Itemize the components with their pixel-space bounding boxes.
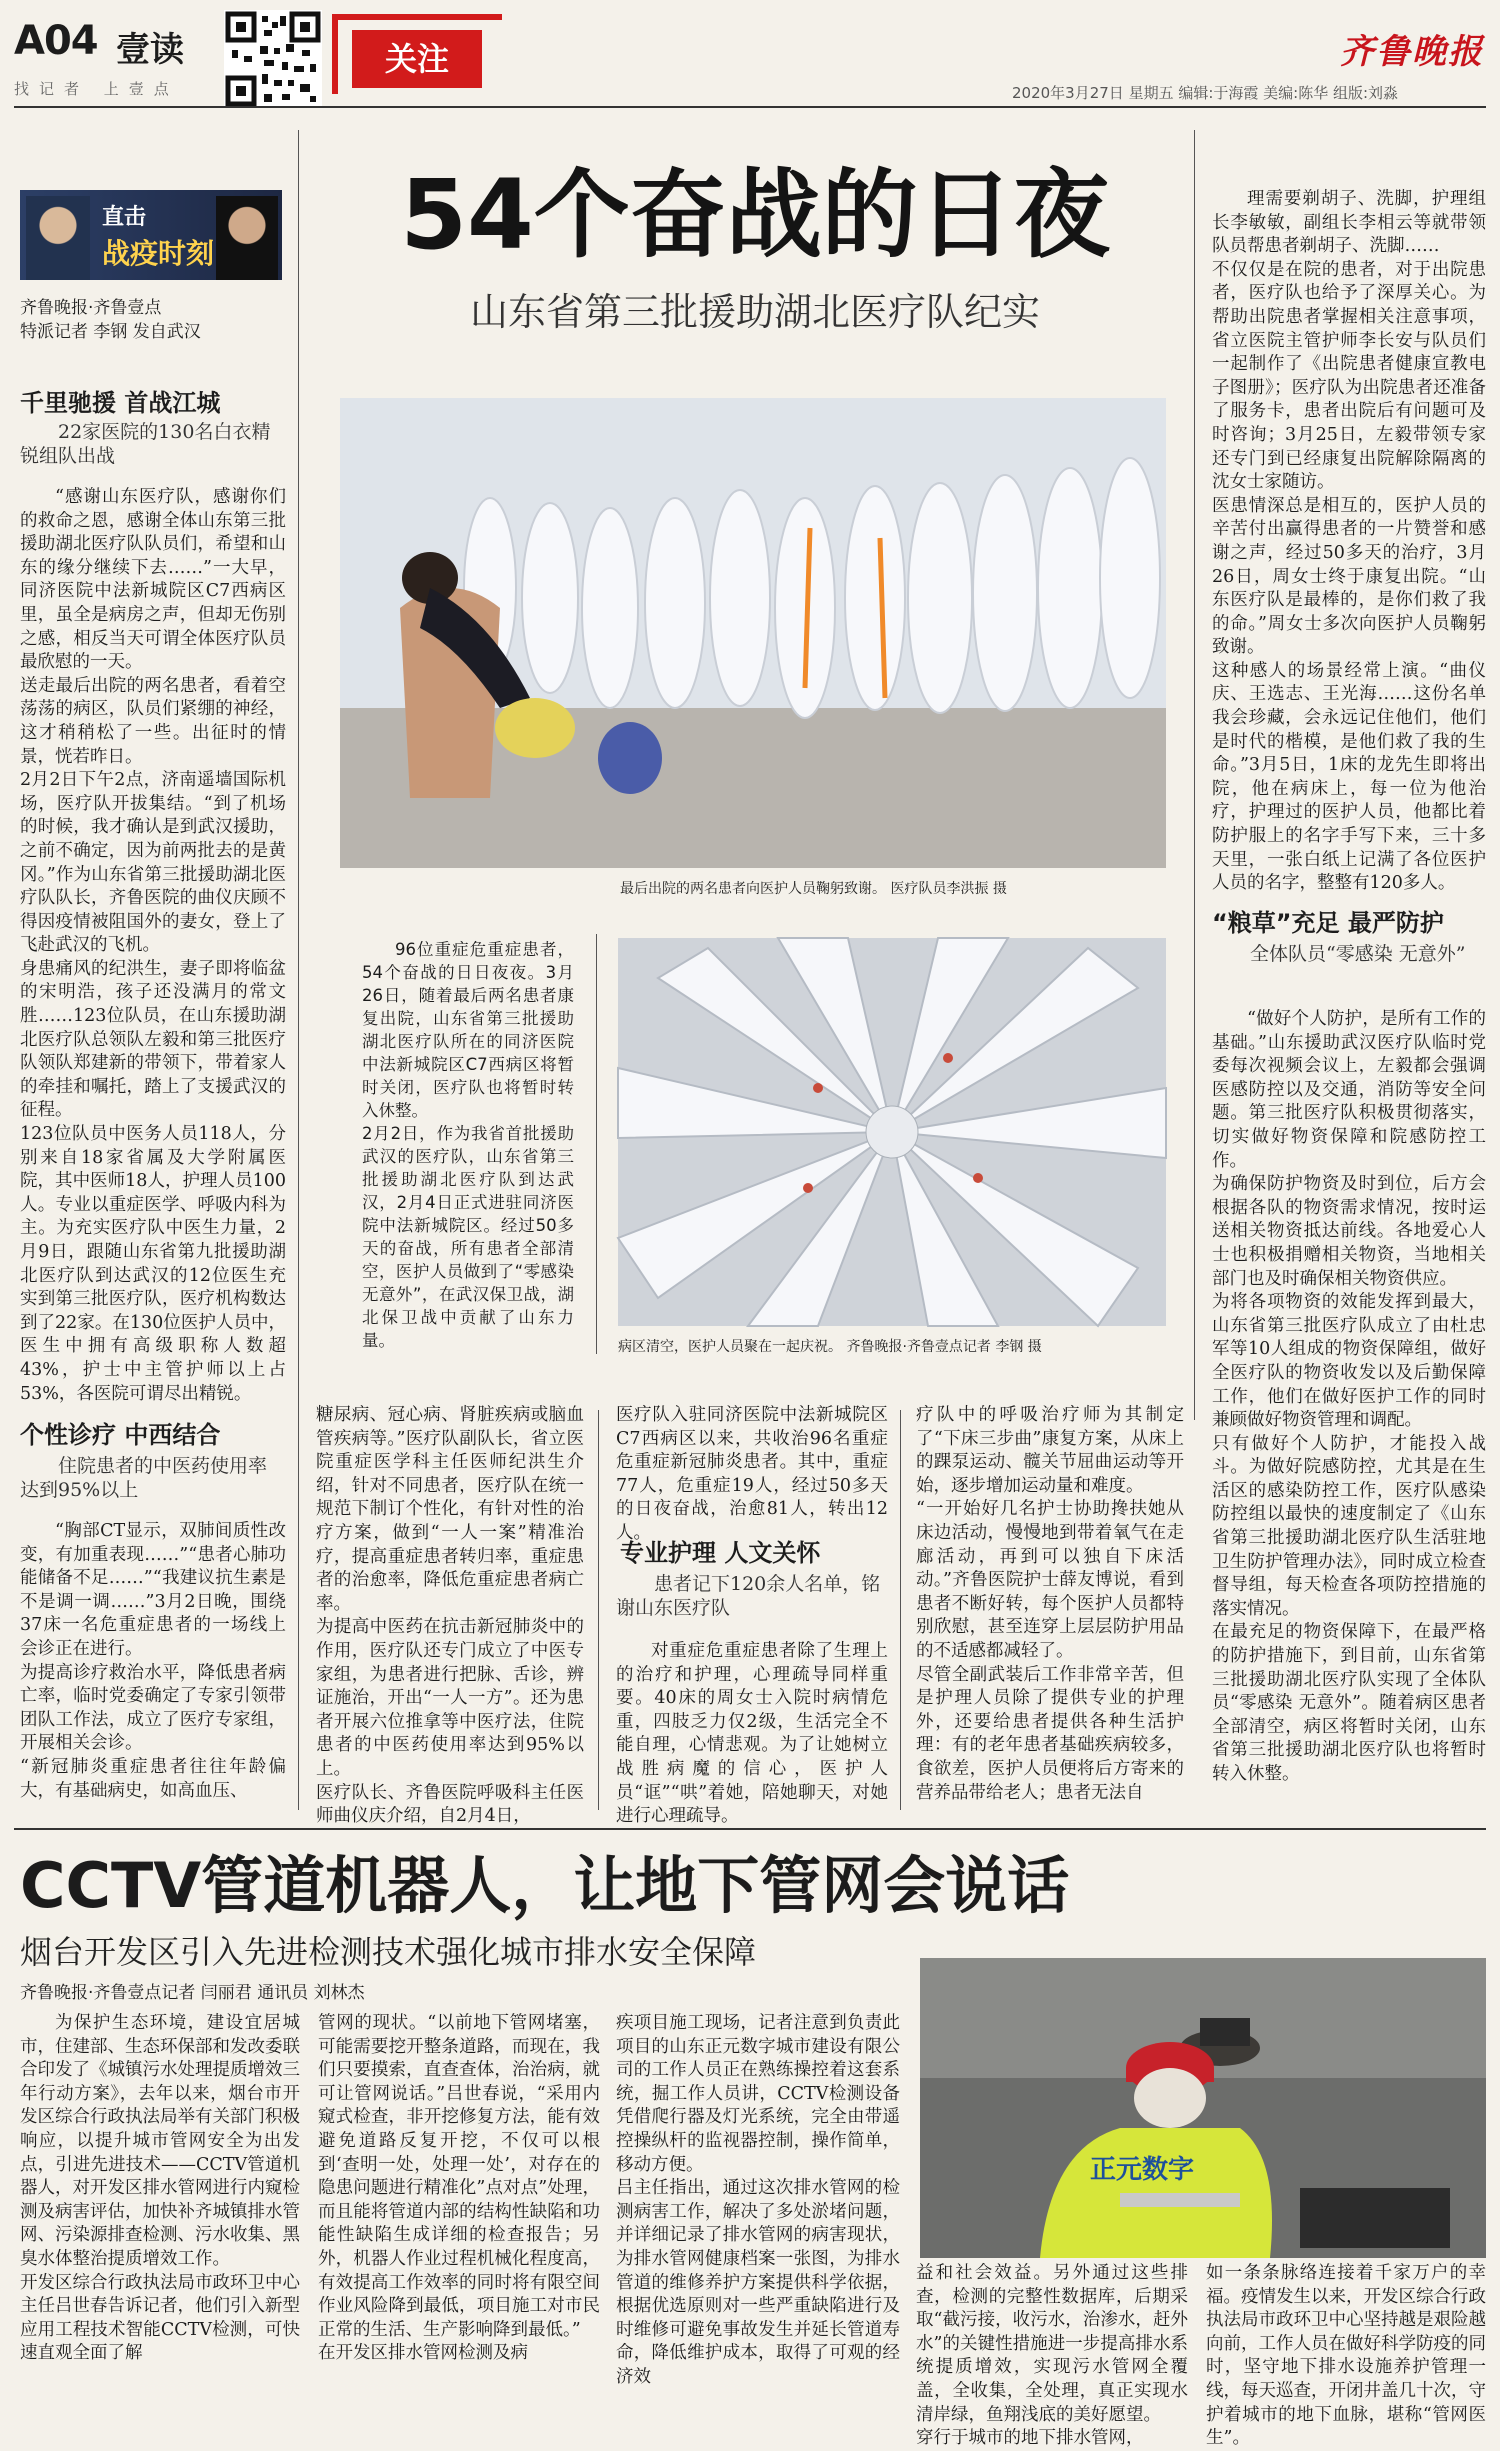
cctv-col3 [616,2012,900,2404]
photo-bowing-scene [340,398,1166,868]
cctv-col2 [318,2012,600,2404]
section-tag: 关注 [352,30,482,88]
section2-deck: 住院患者的中医药使用率达到95%以上 [20,1455,268,1501]
cctv-col5-body: 如一条条脉络连接着千家万户的幸福。疫情发生以来，开发区综合行政执法局市政环卫中心坚持越是艰险越向前，工作人员在做好科学防疫的同时，坚守地下排水设施养护管理一线，每天巡查，开闭井盖几十次，守护着城市的地下血脉，堪称“管网医生”。 [1206,2263,1486,2449]
cctv-col2-body: 管网的现状。“以前地下管网堵塞，可能需要挖开整条道路，而现在，我们只要摸索，直查查体，治治病，就可让管网说话。”吕世春说，“采用内窥式检查，非开挖修复方法，能有效避免道路反复开挖，不仅可以根到‘查明一处，处理一处’，对存在的隐患问题进行精准化”点对点”处理，而且能将管道内部的结构性缺陷和功能性缺陷生成详细的检查报告；另外，机器人作业过程机械化程度高，有效提高工作效率的同时将有限空间作业风险降到最低，项目施工对市民正常的生活、生产影响降到最低。” 在开发区排水管网检测及病 [318,2013,600,2364]
section4-deck: 全体队员“零感染 无意外” [1250,943,1466,965]
battle-badge [20,190,282,280]
section3-deck: 患者记下120余人名单，铭谢山东医疗队 [616,1573,881,1619]
section4-title: “粮草”充足 最严防护 [1212,909,1444,937]
col2-text [316,1404,584,1827]
col3-body: 医疗队入驻同济医院中法新城院区C7西病区以来，共收治96名重症危重症新冠肺炎患者。其中，重症77人，危重症19人，经过50多天的日夜奋战，治愈81人，转出12人。 [616,1405,888,1543]
right-col-rule [1194,130,1195,1420]
lead-text [362,938,574,1358]
col3-text-b [616,1640,888,1827]
section2-title: 个性诊疗 中西结合 [20,1421,221,1449]
qr-code-icon [224,10,322,108]
cctv-title: CCTV管道机器人，让地下管网会说话 [20,1849,1070,1922]
main-subtitle: 山东省第三批援助湖北医疗队纪实 [469,290,1040,334]
photo-celebrate-caption: 病区清空，医护人员聚在一起庆祝。 齐鲁晚报·齐鲁壹点记者 李钢 摄 [618,1339,1042,1355]
left-col-rule [298,130,299,1420]
right-text-b [1212,1008,1486,1784]
col3-body-b: 对重症危重症患者除了生理上的治疗和护理，心理疏导同样重要。40床的周女士入院时病情危重，四肢乏力仅2级，生活完全不能自理，心情悲观。为了让她树立战胜病魔的信心，医护人员“诓”“哄”着她，陪她聊天，对她进行心理疏导。 [616,1641,888,1827]
section2-body: “胸部CT显示，双肺间质性改变，有加重表现……”“患者心肺功能储备不足……”“我建议抗生素是不是调一调……”3月2日晚，围绕37床一名危重症患者的一场线上会诊正在进行。 为提高诊疗救治水平，降低患者病亡率，临时党委确定了专家引领带团队工作法，成立了医疗专家组，开展相关会诊。 “新冠肺炎重症患者往往年龄偏大，有基础病史，如高血压、 [20,1521,286,1801]
lead-body: 96位重症危重症患者，54个奋战的日日夜夜。3月26日，随着最后两名患者康复出院，山东省第三批援助湖北医疗队所在的同济医院中法新城院区C7西病区将暂时关闭，医疗队也将暂时转入休整。 2月2日，作为我省首批援助武汉的医疗队，山东省第三批援助湖北医疗队到达武汉，2月4日正式进驻同济医院中法新城院区。经过50多天的奋战，所有患者全部清空，医护人员做到了“零感染 无意外”，在武汉保卫战，湖北保卫战中贡献了山东力量。 [362,940,574,1350]
col4-text [916,1404,1184,1810]
bottom-col-rule-2 [598,1410,599,1810]
col4-body: 疗队中的呼吸治疗师为其制定了“下床三步曲”康复方案，从床上的踝泵运动、髋关节屈曲运动等开始，逐步增加运动量和难度。 “一开始好几名护士协助搀扶她从床边活动，慢慢地到带着氧气在走廊活动，再到可以独自下床活动。”齐鲁医院护士薛友博说，看到患者不断好转，每个医护人员都特别欣慰，甚至连穿上层层防护用品的不适感都减轻了。 尽管全副武装后工作非常辛苦，但是护理人员除了提供专业的护理外，还要给患者提供各种生活护理：有的老年患者基础疾病较多，食欲差，医护人员便将后方寄来的营养品带给老人；患者无法自 [916,1405,1184,1803]
date-info: 2020年3月27日 星期五 编辑:于海霞 美编:陈华 组版:刘淼 [1012,84,1399,102]
main-title: 54个奋战的日夜 [400,159,1110,271]
bottom-col-rule-1 [298,1410,299,1810]
cctv-col1 [20,2012,300,2404]
right-text-a [1212,188,1486,900]
page-number: A04 [14,18,98,64]
cctv-photo-scene [920,1958,1486,2258]
badge-line2: 战疫时刻 [102,237,215,270]
photo-bowing [340,398,1166,868]
col2-body: 糖尿病、冠心病、肾脏疾病或脑血管疾病等。”医疗队副队长，省立医院重症医学科主任医师纪洪生介绍，针对不同患者，医疗队在统一规范下制订个性化，有针对性的治疗方案，做到“一人一案”精准治疗，提高重症患者转归率，重症患者的治愈率，降低危重症患者病亡率。 为提高中医药在抗击新冠肺炎中的作用，医疗队还专门成立了中医专家组，为患者进行把脉、舌诊，辨证施治，开出“一人一方”。还为患者开展六位推拿等中医疗法，住院患者的中医药使用率达到95%以上。 医疗队长、齐鲁医院呼吸科主任医师曲仪庆介绍，自2月4日， [316,1405,584,1827]
paper-logo: 齐鲁晚报 [1340,32,1484,72]
cctv-subtitle: 烟台开发区引入先进检测技术强化城市排水安全保障 [20,1933,757,1971]
cctv-col3-body: 疾项目施工现场，记者注意到负责此项目的山东正元数字城市建设有限公司的工作人员正在熟练操控着这套系统，掘工作人员讲，CCTV检测设备凭借爬行器及灯光系统，完全由带遥控操纵杆的监视器控制，操作简单，移动方便。 吕主任指出，通过这次排水管网的检测病害工作，解决了多处淤堵问题，并详细记录了排水管网的病害现状，为排水管网健康档案一张图，为排水管道的维修养护方案提供科学依据，根据优选原则对一些严重缺陷进行及时维修可避免事故发生并延长管道寿命，降低维护成本，取得了可观的经济效 [616,2013,900,2387]
section1-text [20,486,286,1424]
section2-text [20,1520,286,1810]
slogan: 找记者 上壹点 [14,80,179,98]
section-name: 壹读 [116,30,184,70]
cctv-col4-body: 益和社会效益。另外通过这些排查，检测的完整性数据库，后期采取“截污接，收污水，治渗水，赶外水”的关键性措施进一步提高排水系统提质增效，实现污水管网全覆盖，全收集，全处理，真正实现水清岸绿，鱼翔浅底的美好愿望。 穿行于城市的地下排水管网， [916,2263,1188,2449]
cctv-photo [920,1958,1486,2258]
col3-text [616,1404,888,1543]
section3-title: 专业护理 人文关怀 [620,1539,821,1567]
cctv-col5 [1206,2262,1486,2449]
lead-rule [596,934,597,1354]
photo-celebrate [618,938,1166,1326]
photo-bowing-caption: 最后出院的两名患者向医护人员鞠躬致谢。 医疗队员李洪振 摄 [620,881,1007,897]
section1-deck: 22家医院的130名白衣精锐组队出战 [20,421,271,467]
section1-title: 千里驰援 首战江城 [20,389,221,417]
right-body-a: 理需要剃胡子、洗脚，护理组长李敏敏，副组长李相云等就带领队员帮患者剃胡子、洗脚…… 不仅仅是在院的患者，对于出院患者，医疗队也给予了深厚关心。为帮助出院患者掌握相关注意事项，省立医院主管护师李长安与队员们一起制作了《出院患者健康宣教电子图册》；医疗队为出院患者还准备了服务卡，患者出院后有问题可及时咨询；3月25日，左毅带领专家还专门到已经康复出院解除隔离的沈女士家随访。 医患情深总是相互的，医护人员的辛苦付出赢得患者的一片赞誉和感谢之声，经过50多天的治疗，3月26日，周女士终于康复出院。“山东医疗队是最棒的，是你们救了我的命。”周女士多次向医护人员鞠躬致谢。 这种感人的场景经常上演。“曲仪庆、王选志、王光海……这份名单我会珍藏，会永远记住他们，他们是时代的楷模，是他们救了我的生命。”3月5日，1床的龙先生即将出院，他在病床上，每一位为他治疗，护理过的医护人员，他都比着防护服上的名字手写下来，三十多天里，一张白纸上记满了各位医护人员的名字，整整有120多人。 [1212,189,1486,894]
cctv-byline: 齐鲁晚报·齐鲁壹点记者 闫丽君 通讯员 刘林杰 [20,1983,365,2003]
story-separator [14,1828,1486,1830]
bottom-col-rule-3 [900,1410,901,1810]
header-rule [14,106,1486,108]
badge-photo-right [216,196,278,280]
section1-body: “感谢山东医疗队，感谢你们的救命之恩，感谢全体山东第三批援助湖北医疗队队员们，希望和山东的缘分继续下去……”一大早，同济医院中法新城院区C7西病区里，虽全是病房之声，但却无伤别之感，相反当天可谓全体医疗队员最欣慰的一天。 送走最后出院的两名患者，看着空荡荡的病区，队员们紧绷的神经，这才稍稍松了一些。出征时的情景，恍若昨日。 2月2日下午2点，济南遥墙国际机场，医疗队开拔集结。“到了机场的时候，我才确认是到武汉援助，之前不确定，因为前两批去的是黄冈。”作为山东省第三批援助湖北医疗队队长，齐鲁医院的曲仪庆顾不得因疫情被阻国外的妻女，登上了飞赴武汉的飞机。 身患痛风的纪洪生，妻子即将临盆的宋明浩，孩子还没满月的常文胜……123位队员，在山东援助湖北医疗队总领队左毅和第三批医疗队领队郑建新的带领下，带着家人的牵挂和嘱托，踏上了支援武汉的征程。 123位队员中医务人员118人，分别来自18家省属及大学附属医院，其中医师18人，护理人员100人。专业以重症医学、呼吸内科为主。为充实医疗队中医生力量，2月9日，跟随山东省第九批援助湖北医疗队到达武汉的12位医生充实到第三批医疗队，医疗机构数达到了22家。在130位医护人员中，医生中拥有高级职称人数超43%，护士中主管护师以上占53%，各医院可谓尽出精锐。 [20,487,286,1404]
cctv-col4 [916,2262,1188,2449]
badge-byline: 齐鲁晚报·齐鲁壹点 特派记者 李钢 发自武汉 [20,298,201,342]
badge-line1: 直击 [102,205,147,230]
right-body-b: “做好个人防护，是所有工作的基础。”山东援助武汉医疗队临时党委每次视频会议上，左毅都会强调医感防控以及交通，消防等安全问题。第三批医疗队积极贯彻落实，切实做好物资保障和院感防控工作。 为确保防护物资及时到位，后方会根据各队的物资需求情况，按时运送相关物资抵达前线。各地爱心人士也积极捐赠相关物资，当地相关部门也及时确保相关物资供应。 为将各项物资的效能发挥到最大，山东省第三批医疗队成立了由杜忠军等10人组成的物资保障组，做好全医疗队的物资收发以及后勤保障工作，他们在做好医护工作的同时兼顾做好物资管理和调配。 只有做好个人防护，才能投入战斗。为做好院感防控，尤其是在生活区的感染防控工作，医疗队感染防控组以最快的速度制定了《山东省第三批援助湖北医疗队生活驻地卫生防护管理办法》，同时成立检查督导组，每天检查各项防控措施的落实情况。 在最充足的物资保障下，在最严格的防护措施下，到目前，山东省第三批援助湖北医疗队实现了全体队员“零感染 无意外”。随着病区患者全部清空，病区将暂时关闭，山东省第三批援助湖北医疗队也将暂时转入休整。 [1212,1009,1486,1784]
badge-photo-left [26,196,90,280]
cctv-vest-text: 正元数字 [1090,2155,1195,2185]
cctv-col1-body: 为保护生态环境，建设宜居城市，住建部、生态环保部和发改委联合印发了《城镇污水处理提质增效三年行动方案》，去年以来，烟台市开发区综合行政执法局举有关部门积极响应，以提升城市管网安全为出发点，引进先进技术——CCTV管道机器人，对开发区排水管网进行内窥检测及病害评估，加快补齐城镇排水管网、污染源排查检测、污水收集、黑臭水体整治提质增效工作。 开发区综合行政执法局市政环卫中心主任吕世春告诉记者，他们引入新型应用工程技术智能CCTV检测，可快速直观全面了解 [20,2013,300,2364]
photo-celebrate-scene [618,938,1166,1326]
